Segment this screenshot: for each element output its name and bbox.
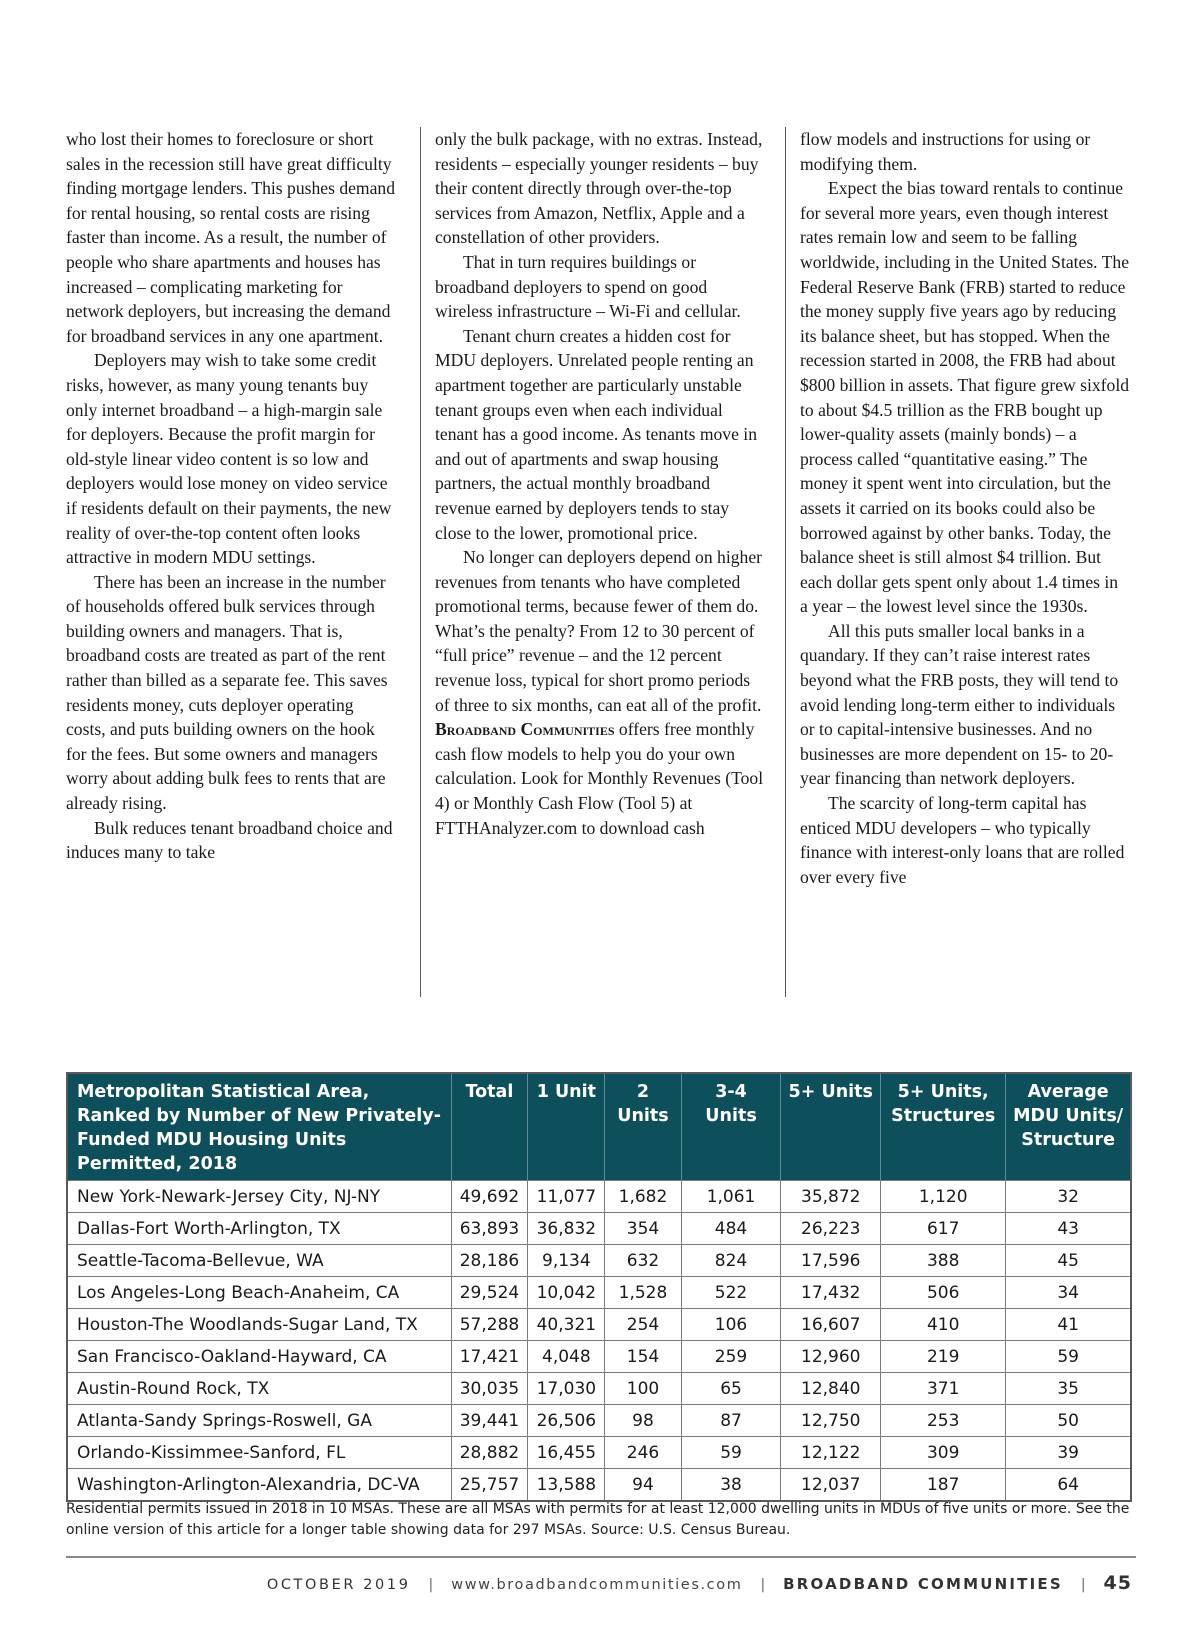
column-header-3-4-units: 3-4 Units <box>681 1073 781 1181</box>
table-cell: 259 <box>681 1341 781 1373</box>
table-cell: 484 <box>681 1213 781 1245</box>
table-row <box>67 1341 1131 1373</box>
table-cell: 25,757 <box>451 1469 528 1502</box>
table-row <box>67 1213 1131 1245</box>
column-header-total: Total <box>451 1073 528 1181</box>
table-cell: 32 <box>1006 1181 1131 1213</box>
table-cell: 16,455 <box>528 1437 605 1469</box>
table-cell: 12,840 <box>781 1373 881 1405</box>
paragraph: Deployers may wish to take some credit risks, however, as many young tenants buy only internet broadband – a high-margin sale for deployers. Because the profit margin for old-style linear video content is so low and deployers would lose money on video service if residents default on their payments, the new reality of over-the-top content often looks attractive in modern MDU settings. <box>66 350 392 568</box>
paragraph: Bulk reduces tenant broadband choice and induces many to take <box>66 817 393 863</box>
table-cell: 87 <box>681 1405 781 1437</box>
table-cell: 632 <box>605 1245 681 1277</box>
table-row <box>67 1277 1131 1309</box>
column-header-1-unit: 1 Unit <box>528 1073 605 1181</box>
table-cell: 35,872 <box>781 1181 881 1213</box>
mdu-permits-table <box>66 1072 1132 1502</box>
table-cell: 17,596 <box>781 1245 881 1277</box>
table-cell: 506 <box>881 1277 1006 1309</box>
table-cell: 17,421 <box>451 1341 528 1373</box>
table-body <box>67 1181 1131 1502</box>
msa-cell: Washington-Arlington-Alexandria, DC-VA <box>67 1469 451 1502</box>
column-header-5-plus-structures: 5+ Units, Structures <box>881 1073 1006 1181</box>
table-cell: 94 <box>605 1469 681 1502</box>
table-cell: 1,120 <box>881 1181 1006 1213</box>
table-cell: 410 <box>881 1309 1006 1341</box>
table-row <box>67 1437 1131 1469</box>
msa-cell: Orlando-Kissimmee-Sanford, FL <box>67 1437 451 1469</box>
column-header-2-units: 2 Units <box>605 1073 681 1181</box>
column-header-average: Average MDU Units/ Structure <box>1006 1073 1131 1181</box>
paragraph: flow models and instructions for using or modifying them. <box>800 129 1091 174</box>
table-cell: 65 <box>681 1373 781 1405</box>
table-row <box>67 1373 1131 1405</box>
page-footer <box>0 1572 1132 1602</box>
table-cell: 246 <box>605 1437 681 1469</box>
table-cell: 219 <box>881 1341 1006 1373</box>
paragraph: That in turn requires buildings or broadband deployers to spend on good wireless infrastructure – Wi-Fi and cellular. <box>435 251 741 322</box>
paragraph: who lost their homes to foreclosure or short sales in the recession still have great difficulty finding mortgage lenders. This pushes demand for rental housing, so rental costs are rising faster than income. As a result, the number of people who share apartments and houses has increased – complicating marketing for network deployers, but increasing the demand for broadband services in any one apartment. <box>66 129 396 346</box>
table-cell: 9,134 <box>528 1245 605 1277</box>
table-cell: 28,186 <box>451 1245 528 1277</box>
publication-name: Broadband Communities <box>435 719 615 740</box>
table-cell: 30,035 <box>451 1373 528 1405</box>
table-cell: 98 <box>605 1405 681 1437</box>
table-cell: 4,048 <box>528 1341 605 1373</box>
msa-cell: New York-Newark-Jersey City, NJ-NY <box>67 1181 451 1213</box>
column-header-5-plus-units: 5+ Units <box>781 1073 881 1181</box>
table-cell: 49,692 <box>451 1181 528 1213</box>
footer-separator: | <box>760 1577 766 1593</box>
table-cell: 1,682 <box>605 1181 681 1213</box>
table-cell: 11,077 <box>528 1181 605 1213</box>
table-header <box>67 1073 1131 1181</box>
table-cell: 57,288 <box>451 1309 528 1341</box>
table-cell: 1,061 <box>681 1181 781 1213</box>
table-cell: 28,882 <box>451 1437 528 1469</box>
table-cell: 106 <box>681 1309 781 1341</box>
paragraph: There has been an increase in the number of households offered bulk services through building owners and managers. That is, broadband costs are treated as part of the rent rather than billed as a separate fee. This saves residents money, cuts deployer operating costs, and puts building owners on the hook for the fees. But some owners and managers worry about adding bulk fees to rents that are already rising. <box>66 571 388 814</box>
table-cell: 36,832 <box>528 1213 605 1245</box>
msa-cell: Atlanta-Sandy Springs-Roswell, GA <box>67 1405 451 1437</box>
table-cell: 34 <box>1006 1277 1131 1309</box>
table-cell: 309 <box>881 1437 1006 1469</box>
table-cell: 59 <box>681 1437 781 1469</box>
issue-date: OCTOBER 2019 <box>266 1577 411 1593</box>
table-cell: 41 <box>1006 1309 1131 1341</box>
table-cell: 617 <box>881 1213 1006 1245</box>
table-cell: 253 <box>881 1405 1006 1437</box>
table-cell: 43 <box>1006 1213 1131 1245</box>
table-cell: 187 <box>881 1469 1006 1502</box>
table-row <box>67 1469 1131 1502</box>
table-row <box>67 1405 1131 1437</box>
paragraph: The scarcity of long-term capital has enticed MDU developers – who typically finance with interest-only loans that are rolled over every five <box>800 793 1125 887</box>
table-cell: 39 <box>1006 1437 1131 1469</box>
paragraph <box>435 545 765 840</box>
table-cell: 824 <box>681 1245 781 1277</box>
paragraph: All this puts smaller local banks in a quandary. If they can’t raise interest rates beyond what the FRB posts, they will tend to avoid lending long-term either to individuals or to capital-intensive businesses. And no businesses are more dependent on 15- to 20-year financing than network deployers. <box>800 620 1119 789</box>
paragraph-text: No longer can deployers depend on higher revenues from tenants who have completed promotional terms, because fewer of them do. What’s the penalty? From 12 to 30 percent of “full price” revenue – and the 12 percent revenue loss, typical for short promo periods of three to six months, can eat all of the profit. <box>435 547 762 715</box>
table-cell: 12,750 <box>781 1405 881 1437</box>
website-link[interactable]: www.broadbandcommunities.com <box>451 1577 743 1593</box>
table-caption: Residential permits issued in 2018 in 10 MSAs. These are all MSAs with permits for at least 12,000 dwelling units in MDUs of five units or more. See the online version of this article for a longer table showing data for 297 MSAs. Source: U.S. Census Bureau. <box>66 1501 1130 1538</box>
table-cell: 12,960 <box>781 1341 881 1373</box>
article-columns <box>66 127 1132 997</box>
table-cell: 154 <box>605 1341 681 1373</box>
article-column-3 <box>785 127 1130 997</box>
table-cell: 35 <box>1006 1373 1131 1405</box>
paragraph: Expect the bias toward rentals to continue for several more years, even though interest rates remain low and seem to be falling worldwide, including in the United States. The Federal Reserve Bank (FRB) started to reduce the money supply five years ago by reducing its balance sheet, but has stopped. When the recession started in 2008, the FRB had about $800 billion in assets. That figure grew sixfold to about $4.5 trillion as the FRB bought up lower-quality assets (mainly bonds) – a process called “quantitative easing.” The money it spent went into circulation, but the assets it carried on its books could also be borrowed against by other banks. Today, the balance sheet is still almost $4 trillion. But each dollar gets spent only about 1.4 times in a year – the lowest level since the 1930s. <box>800 178 1130 617</box>
column-header-msa: Metropolitan Statistical Area, Ranked by Number of New Privately-Funded MDU Housing Units Permitted, 2018 <box>67 1073 451 1181</box>
msa-cell: Dallas-Fort Worth-Arlington, TX <box>67 1213 451 1245</box>
table-cell: 16,607 <box>781 1309 881 1341</box>
footer-separator: | <box>428 1577 434 1593</box>
table-cell: 59 <box>1006 1341 1131 1373</box>
msa-cell: Austin-Round Rock, TX <box>67 1373 451 1405</box>
table-cell: 17,432 <box>781 1277 881 1309</box>
table-row <box>67 1245 1131 1277</box>
table-cell: 38 <box>681 1469 781 1502</box>
table-cell: 64 <box>1006 1469 1131 1502</box>
table-cell: 17,030 <box>528 1373 605 1405</box>
table-cell: 12,037 <box>781 1469 881 1502</box>
footer-divider <box>66 1556 1136 1558</box>
table-cell: 10,042 <box>528 1277 605 1309</box>
msa-cell: Houston-The Woodlands-Sugar Land, TX <box>67 1309 451 1341</box>
table-cell: 12,122 <box>781 1437 881 1469</box>
page-number: 45 <box>1103 1572 1132 1594</box>
article-column-2 <box>420 127 765 997</box>
table-cell: 100 <box>605 1373 681 1405</box>
table-cell: 254 <box>605 1309 681 1341</box>
publication-title: BROADBAND COMMUNITIES <box>783 1575 1063 1593</box>
table-cell: 388 <box>881 1245 1006 1277</box>
table-cell: 13,588 <box>528 1469 605 1502</box>
table-cell: 522 <box>681 1277 781 1309</box>
paragraph: Tenant churn creates a hidden cost for MDU deployers. Unrelated people renting an apartment together are particularly unstable tenant groups even when each individual tenant has a good income. As tenants move in and out of apartments and swap housing partners, the actual monthly broadband revenue earned by deployers tends to stay close to the lower, promotional price. <box>435 325 757 543</box>
table-cell: 26,506 <box>528 1405 605 1437</box>
paragraph: only the bulk package, with no extras. Instead, residents – especially younger residents – buy their content directly through over-the-top services from Amazon, Netflix, Apple and a constellation of other providers. <box>435 129 763 248</box>
table-cell: 50 <box>1006 1405 1131 1437</box>
table-cell: 40,321 <box>528 1309 605 1341</box>
msa-cell: San Francisco-Oakland-Hayward, CA <box>67 1341 451 1373</box>
paragraph-text: offers free monthly cash flow models to help you do your own calculation. Look for Monthly Revenues (Tool 4) or Monthly Cash Flow (Tool 5) at FTTHAnalyzer.com to download cash <box>435 719 764 838</box>
table-cell: 29,524 <box>451 1277 528 1309</box>
footer-separator: | <box>1080 1577 1086 1593</box>
table-cell: 63,893 <box>451 1213 528 1245</box>
table-cell: 354 <box>605 1213 681 1245</box>
msa-cell: Los Angeles-Long Beach-Anaheim, CA <box>67 1277 451 1309</box>
table-cell: 26,223 <box>781 1213 881 1245</box>
table-cell: 45 <box>1006 1245 1131 1277</box>
table-row <box>67 1181 1131 1213</box>
table-cell: 39,441 <box>451 1405 528 1437</box>
table-cell: 1,528 <box>605 1277 681 1309</box>
msa-cell: Seattle-Tacoma-Bellevue, WA <box>67 1245 451 1277</box>
article-column-1 <box>66 127 396 997</box>
table-row <box>67 1309 1131 1341</box>
table-cell: 371 <box>881 1373 1006 1405</box>
